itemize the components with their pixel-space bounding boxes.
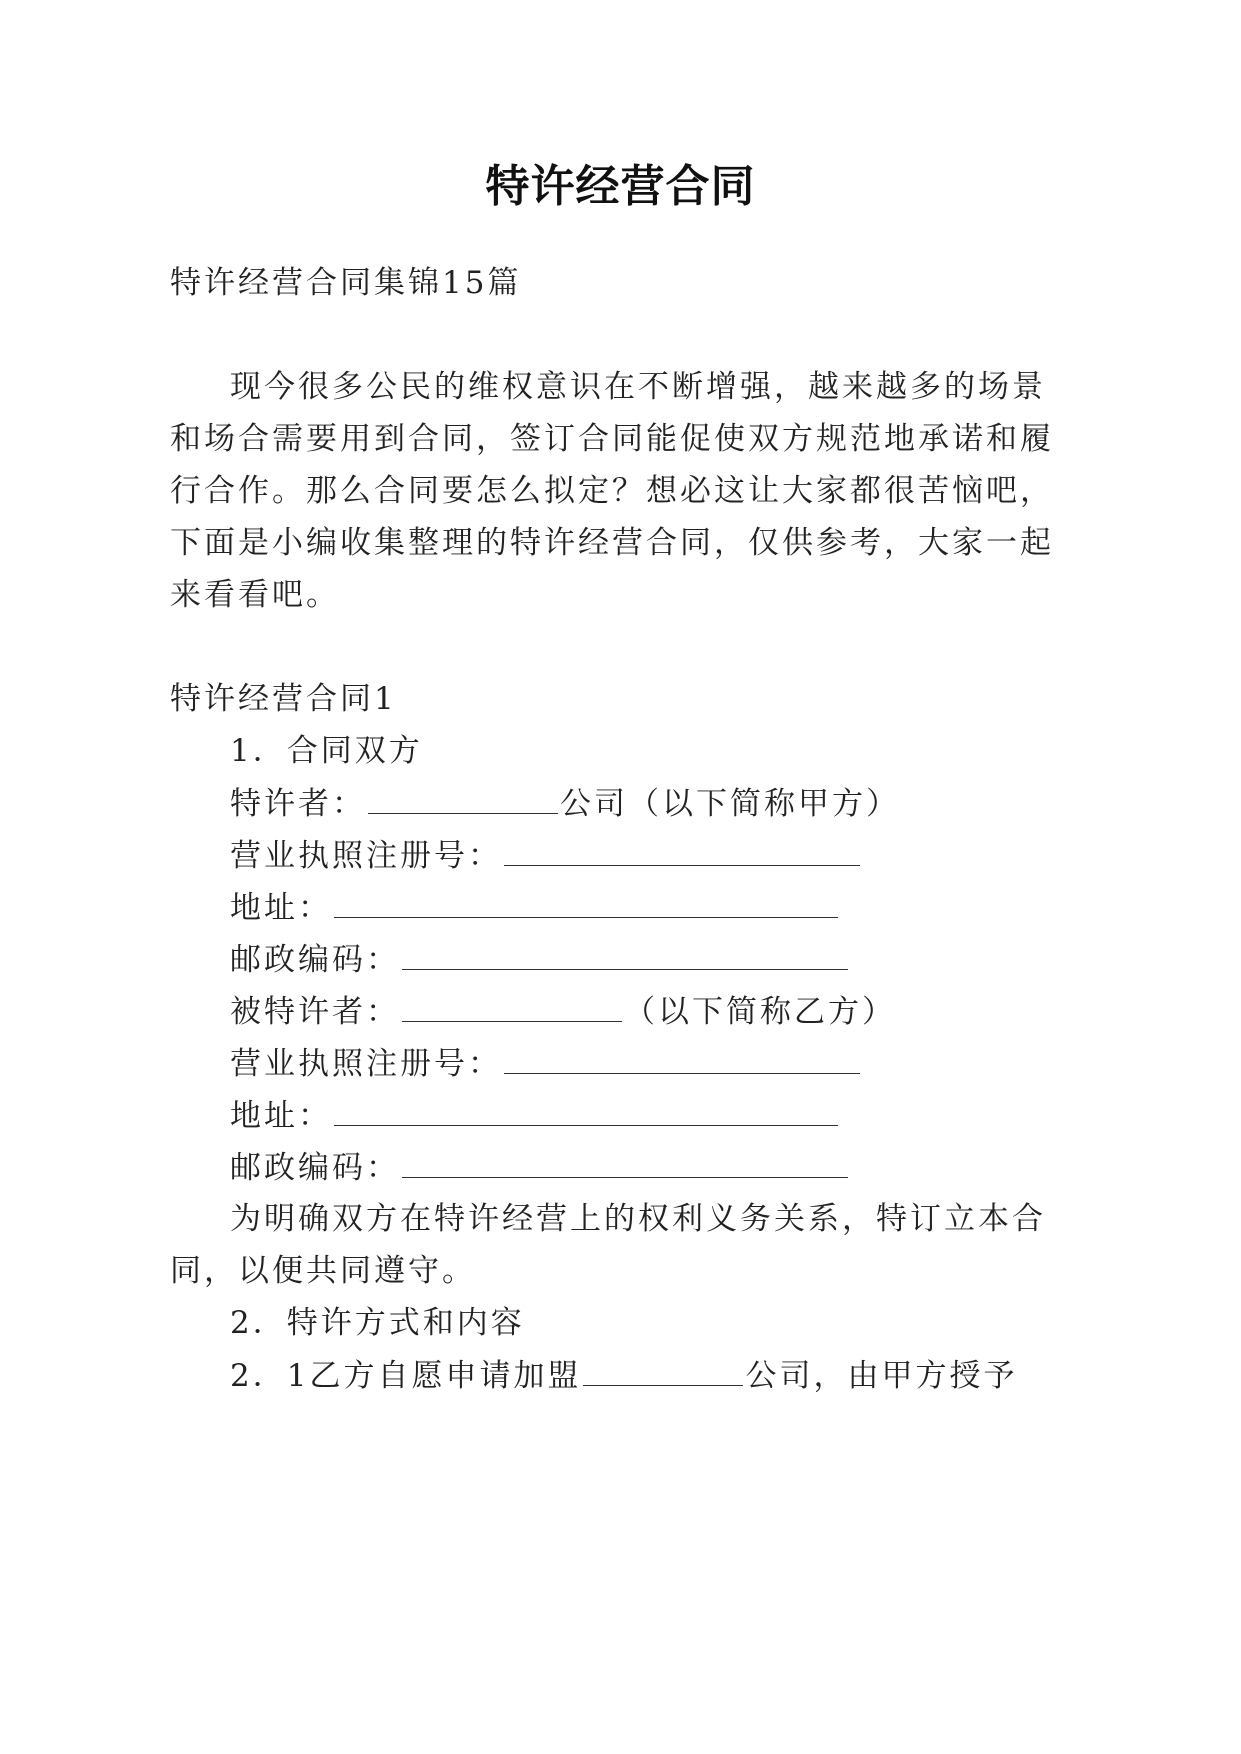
franchisor-suffix: 公司（以下简称甲方） — [560, 786, 900, 822]
franchisee-license-blank[interactable] — [504, 1043, 860, 1074]
franchisor-address-blank[interactable] — [334, 887, 838, 918]
clause-2-1-prefix: 2．1乙方自愿申请加盟 — [230, 1358, 582, 1394]
intro-line-5: 来看看吧。 — [170, 577, 340, 613]
license-label: 营业执照注册号： — [230, 838, 502, 874]
franchisor-license-row — [230, 835, 862, 876]
clause-1-heading: 1．合同双方 — [230, 733, 423, 769]
document-title: 特许经营合同 — [485, 161, 756, 212]
franchisor-license-blank[interactable] — [504, 835, 860, 866]
franchisee-suffix: （以下简称乙方） — [624, 994, 896, 1030]
franchisee-name-blank[interactable] — [402, 991, 622, 1022]
address-label: 地址： — [230, 1098, 332, 1134]
purpose-line-1: 为明确双方在特许经营上的权利义务关系，特订立本合 — [230, 1201, 1046, 1237]
franchisee-postcode-row — [230, 1147, 850, 1188]
brand-company-blank[interactable] — [583, 1355, 743, 1386]
purpose-line-2: 同，以便共同遵守。 — [170, 1253, 476, 1289]
franchisee-row — [230, 991, 896, 1032]
franchisee-address-blank[interactable] — [334, 1095, 838, 1126]
franchisee-postcode-blank[interactable] — [402, 1147, 848, 1178]
franchisor-name-blank[interactable] — [368, 783, 558, 814]
franchisor-postcode-row — [230, 939, 850, 980]
franchisee-license-row — [230, 1043, 862, 1084]
franchisor-address-row — [230, 887, 840, 928]
section-heading: 特许经营合同1 — [170, 681, 397, 717]
clause-2-1-suffix: 公司，由甲方授予 — [745, 1358, 1018, 1394]
postcode-label: 邮政编码： — [230, 942, 400, 978]
franchisee-address-row — [230, 1095, 840, 1136]
intro-line-2: 和场合需要用到合同，签订合同能促使双方规范地承诺和履 — [170, 421, 1054, 457]
postcode-label: 邮政编码： — [230, 1150, 400, 1186]
franchisor-label: 特许者： — [230, 786, 366, 822]
franchisor-row — [230, 783, 900, 824]
franchisor-postcode-blank[interactable] — [402, 939, 848, 970]
intro-line-4: 下面是小编收集整理的特许经营合同，仅供参考，大家一起 — [170, 525, 1054, 561]
license-label: 营业执照注册号： — [230, 1046, 502, 1082]
document-subtitle: 特许经营合同集锦15篇 — [170, 265, 522, 301]
address-label: 地址： — [230, 890, 332, 926]
clause-2-heading: 2．特许方式和内容 — [230, 1305, 525, 1341]
intro-line-1: 现今很多公民的维权意识在不断增强，越来越多的场景 — [230, 369, 1046, 405]
clause-2-1-row — [230, 1355, 1017, 1396]
franchisee-label: 被特许者： — [230, 994, 400, 1030]
intro-line-3: 行合作。那么合同要怎么拟定？想必这让大家都很苦恼吧， — [170, 473, 1054, 509]
